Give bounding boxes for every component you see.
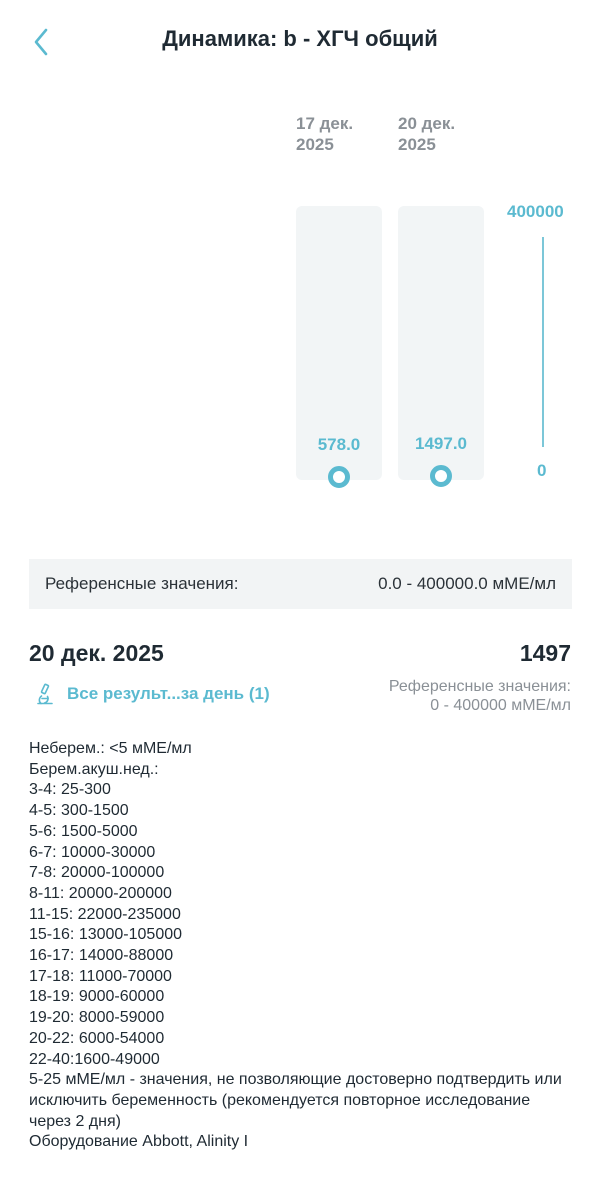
chart-x-label-0: 17 дек. 2025 [296,114,354,154]
selected-date: 20 дек. 2025 [29,640,164,666]
y-axis-min-label: 0 [537,461,547,480]
reference-notes [29,739,574,1153]
all-results-link[interactable] [35,683,270,705]
notes-line: 15-16: 13000-105000 [29,926,183,944]
chart-point-0[interactable] [328,466,350,488]
notes-line: 17-18: 11000-70000 [29,967,172,985]
reference-range-bar [29,559,572,609]
notes-line: Оборудование Abbott, Alinity I [29,1133,249,1151]
notes-line: 16-17: 14000-88000 [29,947,174,965]
notes-line: 5-6: 1500-5000 [29,822,138,840]
page-title: Динамика: b - ХГЧ общий [162,26,438,51]
notes-line: 22-40:1600-49000 [29,1050,160,1068]
notes-line: 8-11: 20000-200000 [29,884,172,902]
notes-line: 7-8: 20000-100000 [29,864,165,882]
notes-line: Берем.акуш.нед.: [29,760,159,778]
reference-value: 0.0 - 400000.0 мМЕ/мл [378,574,556,593]
notes-line: 3-4: 25-300 [29,781,111,799]
notes-line: 6-7: 10000-30000 [29,843,156,861]
chart-point-label-0: 578.0 [317,434,361,454]
y-axis-line [542,237,544,447]
notes-line: Неберем.: <5 мМЕ/мл [29,740,192,757]
notes-line: 11-15: 22000-235000 [29,905,181,923]
notes-line: 20-22: 6000-54000 [29,1029,165,1047]
notes-line: 5-25 мМЕ/мл - значения, не позволяющие достоверно подтвердить или исключить беременность (рекомендуется повторное исследование через 2 дня) [29,1071,562,1130]
detail-reference: Референсные значения: 0 - 400000 мМЕ/мл [388,678,571,714]
reference-label: Референсные значения: [45,574,239,593]
all-results-label: Все результ...за день (1) [67,684,270,703]
chart-x-label-1: 20 дек. 2025 [398,114,456,154]
notes-line: 4-5: 300-1500 [29,802,129,820]
chart-point-1[interactable] [430,465,452,487]
notes-line: 19-20: 8000-59000 [29,1009,165,1027]
y-axis-max-label: 400000 [507,202,564,221]
notes-line: 18-19: 9000-60000 [29,988,165,1006]
microscope-icon [35,683,55,705]
chart-point-label-1: 1497.0 [415,434,467,454]
selected-value: 1497 [519,640,571,666]
